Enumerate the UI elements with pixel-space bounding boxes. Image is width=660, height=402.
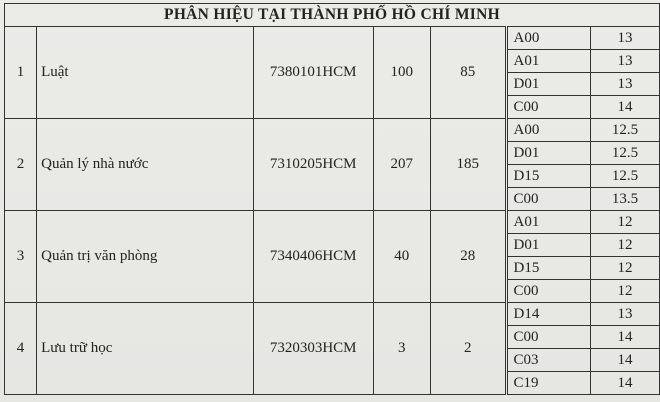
- subject-combination: A01: [506, 211, 590, 234]
- subject-combination: C03: [506, 349, 590, 372]
- admission-table: [4, 3, 660, 395]
- subject-combination: C00: [506, 96, 590, 119]
- quota-score: 185: [431, 119, 507, 211]
- benchmark-score: 12: [590, 280, 659, 303]
- major-name: Lưu trữ học: [37, 303, 254, 395]
- benchmark-score: 14: [590, 349, 659, 372]
- subject-combination: A00: [506, 27, 590, 50]
- subject-combination: C00: [506, 280, 590, 303]
- section-title: PHÂN HIỆU TẠI THÀNH PHỐ HỒ CHÍ MINH: [5, 4, 660, 27]
- benchmark-score: 13.5: [590, 188, 659, 211]
- subject-combination: D01: [506, 73, 590, 96]
- subject-combination: C00: [506, 188, 590, 211]
- row-number: 1: [5, 27, 37, 119]
- benchmark-score: 13: [590, 303, 659, 326]
- subject-combination: D14: [506, 303, 590, 326]
- row-number: 3: [5, 211, 37, 303]
- subject-combination: A00: [506, 119, 590, 142]
- subject-combination: D15: [506, 165, 590, 188]
- subject-combination: C19: [506, 372, 590, 395]
- major-name: Quản trị văn phòng: [37, 211, 254, 303]
- major-code: 7310205HCM: [253, 119, 373, 211]
- benchmark-score: 14: [590, 326, 659, 349]
- major-code: 7340406HCM: [253, 211, 373, 303]
- quota-total: 3: [373, 303, 431, 395]
- subject-combination: D01: [506, 142, 590, 165]
- benchmark-score: 12.5: [590, 165, 659, 188]
- table-row: [5, 303, 660, 326]
- benchmark-score: 12.5: [590, 142, 659, 165]
- row-number: 4: [5, 303, 37, 395]
- table-row: [5, 27, 660, 50]
- major-code: 7380101HCM: [253, 27, 373, 119]
- quota-total: 40: [373, 211, 431, 303]
- table-row: [5, 119, 660, 142]
- major-code: 7320303HCM: [253, 303, 373, 395]
- benchmark-score: 13: [590, 50, 659, 73]
- benchmark-score: 12.5: [590, 119, 659, 142]
- table-row: [5, 211, 660, 234]
- row-number: 2: [5, 119, 37, 211]
- benchmark-score: 13: [590, 73, 659, 96]
- subject-combination: A01: [506, 50, 590, 73]
- major-name: Luật: [37, 27, 254, 119]
- subject-combination: D15: [506, 257, 590, 280]
- quota-score: 85: [431, 27, 507, 119]
- quota-total: 207: [373, 119, 431, 211]
- benchmark-score: 12: [590, 211, 659, 234]
- subject-combination: C00: [506, 326, 590, 349]
- section-title-row: [5, 4, 660, 27]
- benchmark-score: 14: [590, 96, 659, 119]
- benchmark-score: 12: [590, 257, 659, 280]
- benchmark-score: 13: [590, 27, 659, 50]
- benchmark-score: 12: [590, 234, 659, 257]
- quota-total: 100: [373, 27, 431, 119]
- subject-combination: D01: [506, 234, 590, 257]
- quota-score: 2: [431, 303, 507, 395]
- quota-score: 28: [431, 211, 507, 303]
- major-name: Quản lý nhà nước: [37, 119, 254, 211]
- benchmark-score: 14: [590, 372, 659, 395]
